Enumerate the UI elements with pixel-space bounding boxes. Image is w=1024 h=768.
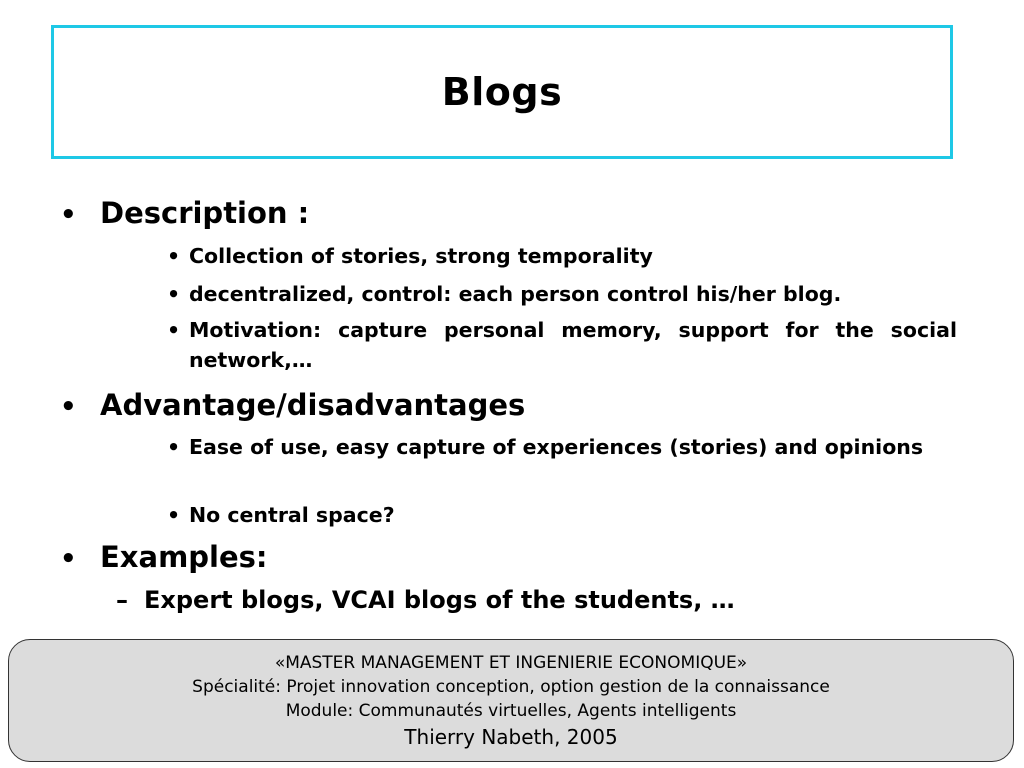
list-item-text: Collection of stories, strong temporality <box>189 244 653 268</box>
footer-banner <box>8 639 1014 762</box>
dash-icon: – <box>116 586 128 614</box>
bullet-icon: • <box>60 392 77 422</box>
bullet-icon: • <box>60 200 77 230</box>
title-box <box>51 25 953 159</box>
section-heading-description <box>60 196 309 230</box>
bullet-icon: • <box>60 544 77 574</box>
section-heading: Advantage/disadvantages <box>100 388 526 422</box>
bullet-icon: • <box>167 503 181 527</box>
list-item-text: Motivation: capture personal memory, support for the social network,… <box>189 318 957 372</box>
list-item <box>167 500 957 530</box>
list-item-text: Ease of use, easy capture of experiences (stories) and opinions <box>189 435 924 459</box>
list-subitem <box>116 586 735 614</box>
section-heading: Examples: <box>100 540 268 574</box>
list-item <box>167 279 957 309</box>
bullet-icon: • <box>167 244 181 268</box>
footer-module: Module: Communautés virtuelles, Agents intelligents <box>285 700 737 721</box>
section-heading-examples <box>60 540 268 574</box>
footer-program: «MASTER MANAGEMENT ET INGENIERIE ECONOMIQUE» <box>274 652 748 673</box>
footer-specialty: Spécialité: Projet innovation conception, option gestion de la connaissance <box>192 676 830 697</box>
section-heading-advantages <box>60 388 525 422</box>
bullet-icon: • <box>167 318 181 342</box>
list-item-text: No central space? <box>189 503 395 527</box>
footer-author: Thierry Nabeth, 2005 <box>404 724 618 749</box>
list-item <box>167 315 957 375</box>
list-item <box>167 432 957 462</box>
bullet-icon: • <box>167 282 181 306</box>
slide-title: Blogs <box>441 70 563 114</box>
bullet-icon: • <box>167 435 181 459</box>
section-heading: Description : <box>100 196 310 230</box>
list-item <box>167 241 957 271</box>
list-item-text: decentralized, control: each person control his/her blog. <box>189 282 842 306</box>
list-subitem-text: Expert blogs, VCAI blogs of the students, … <box>144 586 735 614</box>
